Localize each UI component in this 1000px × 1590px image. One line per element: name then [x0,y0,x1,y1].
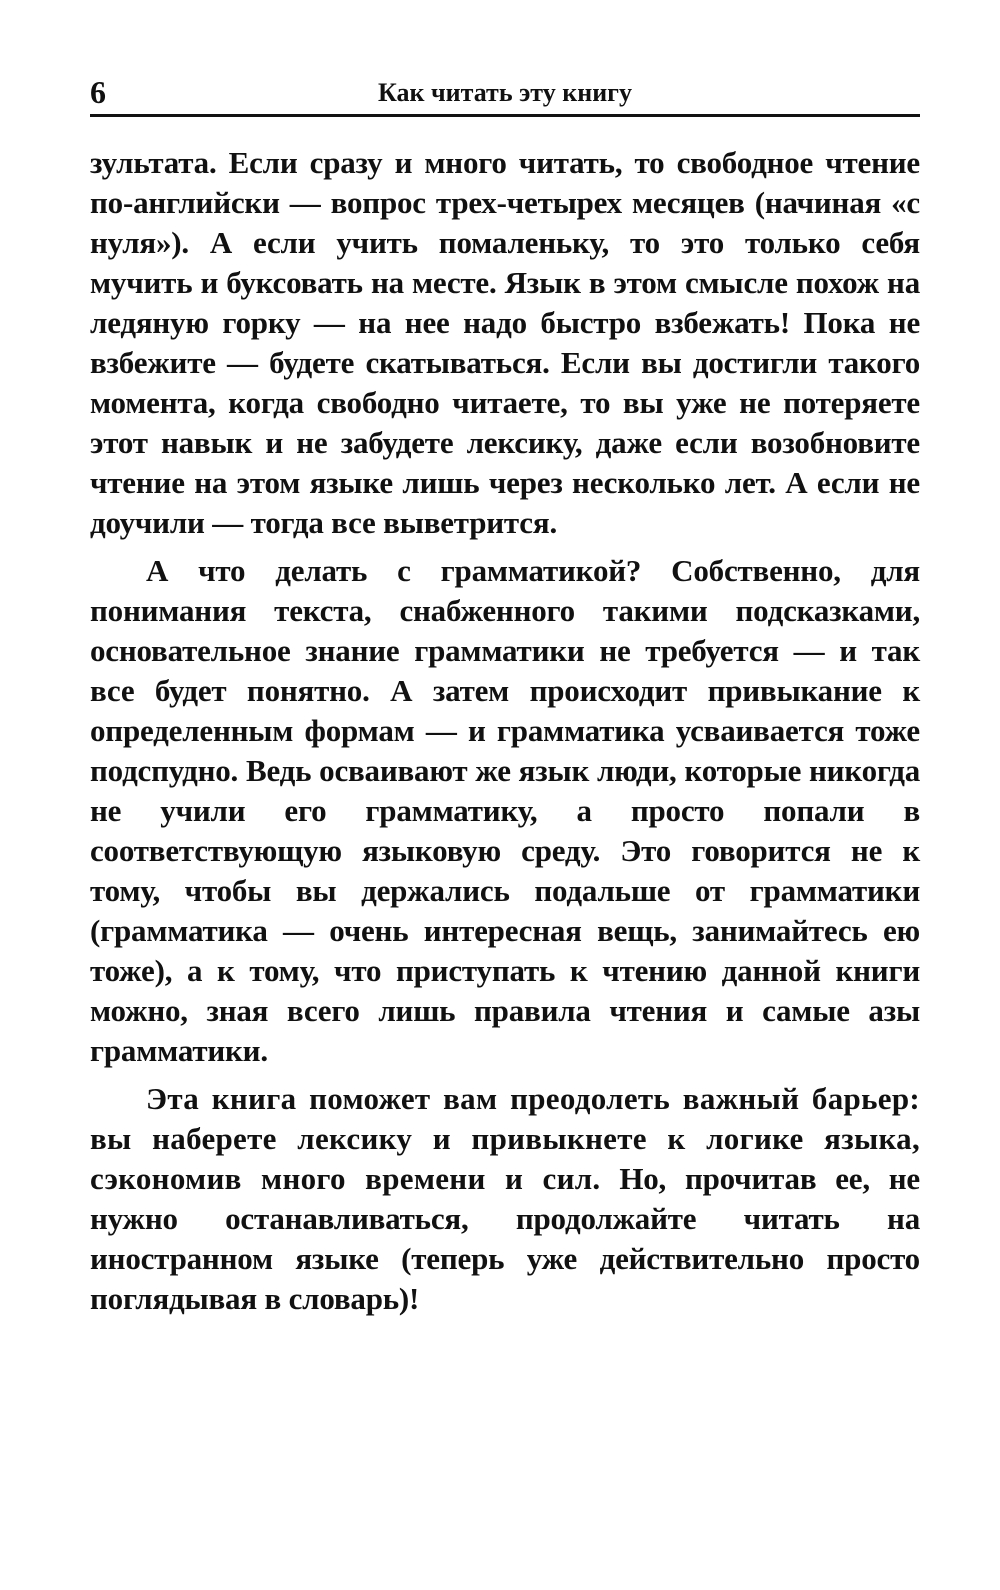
paragraph-3 [90,1079,920,1319]
paragraph-3-rest: Но, прочитав ее, не нужно останавливаться, продолжайте читать на иностранном языке (теперь уже действительно просто поглядывая в словарь)! [90,1161,920,1316]
running-header [90,70,920,117]
running-title: Как читать эту книгу [378,78,632,107]
paragraph-1: зультата. Если сразу и много читать, то свободное чтение по-английски — вопрос трех-четырех месяцев (начиная «с нуля»). А если учить помаленьку, то это только себя мучить и буксовать на месте. Язык в этом смысле похож на ледяную горку — на нее надо быстро взбежать! Пока не взбежите — будете скатываться. Если вы достигли такого момента, когда свободно читаете, то вы уже не потеряете этот навык и не забудете лексику, даже если возобновите чтение на этом языке лишь через несколько лет. А если не доучили — тогда все выветрится. [90,145,920,540]
book-page [90,70,920,1319]
emphasized-sentence: Эта книга поможет вам преодолеть важный барьер: вы наберете лексику и привыкнете к логике языка, сэкономив много времени и сил. [90,1081,920,1196]
page-number: 6 [90,74,106,110]
body-text [90,143,920,1319]
paragraph-2: А что делать с грамматикой? Собственно, для понимания текста, снабженного такими подсказками, основательное знание грамматики не требуется — и так все будет понятно. А затем происходит привыкание к определенным формам — и грамматика усваивается тоже подспудно. Ведь осваивают же язык люди, которые никогда не учили его грамматику, а просто попали в соответствующую языковую среду. Это говорится не к тому, чтобы вы держались подальше от грамматики (грамматика — очень интересная вещь, занимайтесь ею тоже), а к тому, что приступать к чтению данной книги можно, зная всего лишь правила чтения и самые азы грамматики. [90,553,920,1068]
